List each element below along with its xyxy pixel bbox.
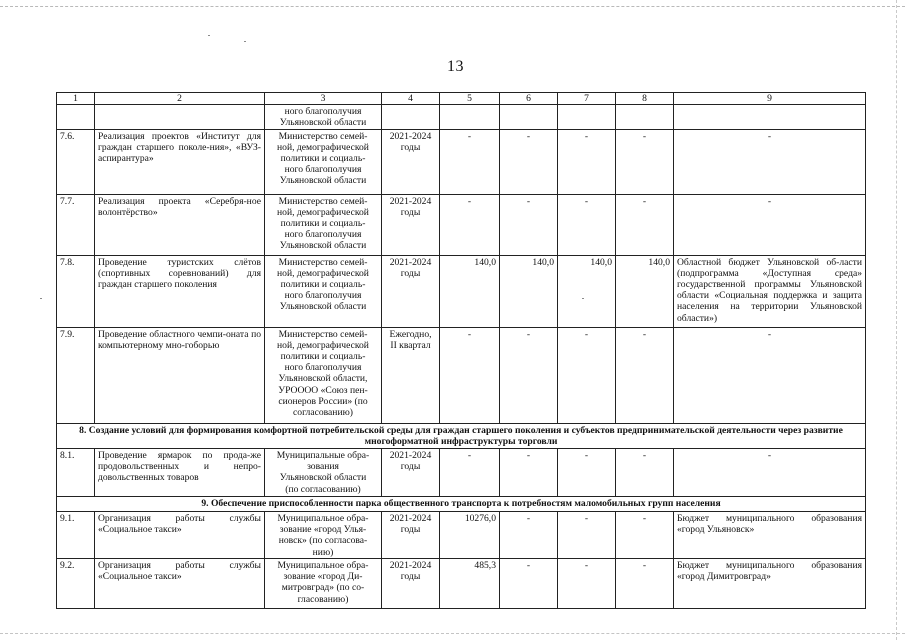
column-number: 7 (558, 93, 616, 105)
cell-empty (500, 105, 558, 129)
funding-source: - (674, 449, 866, 497)
table-row (57, 129, 866, 194)
section-heading-row (57, 497, 866, 512)
amount: 140,0 (616, 255, 674, 327)
amount: - (500, 129, 558, 194)
funding-source: Областной бюджет Ульяновской об-ласти (подпрограмма «Доступная среда» государственной программы Ульяновской области «Социальная поддержка и защита населения на территории Ульяновской области») (674, 255, 866, 327)
cell-empty (558, 105, 616, 129)
period: 2021-2024 годы (382, 449, 440, 497)
item-number: 9.1. (57, 512, 95, 559)
amount: 140,0 (440, 255, 500, 327)
cell-empty (382, 105, 440, 129)
amount: - (616, 449, 674, 497)
responsible-org: ного благополучия Ульяновской области (265, 105, 382, 129)
column-number: 8 (616, 93, 674, 105)
responsible-org: Муниципальное обра- зование «город Ди- митровград» (по со- гласованию) (265, 559, 382, 609)
amount: - (558, 327, 616, 423)
table-row (57, 327, 866, 423)
amount: - (500, 327, 558, 423)
amount: - (616, 512, 674, 559)
table-row (57, 512, 866, 559)
measures-table (56, 92, 866, 609)
funding-source: - (674, 194, 866, 255)
page-number: 13 (447, 58, 464, 75)
amount: - (440, 194, 500, 255)
cell-empty (95, 105, 265, 129)
amount: 140,0 (500, 255, 558, 327)
column-number: 5 (440, 93, 500, 105)
responsible-org: Министерство семей- ной, демографической политики и социаль- ного благополучия Ульяновской области (265, 194, 382, 255)
amount: - (558, 512, 616, 559)
amount: - (500, 512, 558, 559)
column-number: 6 (500, 93, 558, 105)
measure-title: Проведение областного чемпи-оната по компьютерному мно-гоборью (95, 327, 265, 423)
measure-title: Реализация проектов «Институт для граждан старшего поколе-ния», «ВУЗ-аспирантура» (95, 129, 265, 194)
responsible-org: Муниципальное обра- зование «город Улья- новск» (по согласова- нию) (265, 512, 382, 559)
column-number-row (57, 93, 866, 105)
column-number: 1 (57, 93, 95, 105)
amount: - (500, 194, 558, 255)
cell-empty (57, 105, 95, 129)
amount: - (616, 559, 674, 609)
amount: - (440, 449, 500, 497)
scan-edge-top (0, 6, 905, 7)
section-heading-row (57, 423, 866, 448)
amount: 10276,0 (440, 512, 500, 559)
table-row (57, 194, 866, 255)
measure-title: Организация работы службы «Социальное такси» (95, 512, 265, 559)
responsible-org: Муниципальные обра- зования Ульяновской области (по согласованию) (265, 449, 382, 497)
section-heading: 9. Обеспечение приспособленности парка общественного транспорта к потребностям маломобильных групп населения (57, 497, 866, 512)
responsible-org: Министерство семей- ной, демографической политики и социаль- ного благополучия Ульяновской области, УРОООО «Союз пен- сионеров России» (по согласованию) (265, 327, 382, 423)
column-number: 3 (265, 93, 382, 105)
period: Ежегодно, II квартал (382, 327, 440, 423)
amount: 485,3 (440, 559, 500, 609)
column-number: 9 (674, 93, 866, 105)
scan-speck (208, 35, 210, 36)
amount: - (500, 559, 558, 609)
amount: 140,0 (558, 255, 616, 327)
amount: - (558, 449, 616, 497)
period: 2021-2024 годы (382, 255, 440, 327)
scan-speck (244, 41, 246, 42)
measure-title: Реализация проекта «Серебря-ное волонтёрство» (95, 194, 265, 255)
amount: - (616, 129, 674, 194)
cell-empty (440, 105, 500, 129)
item-number: 7.8. (57, 255, 95, 327)
amount: - (440, 129, 500, 194)
scan-edge-bottom (0, 633, 905, 634)
amount: - (440, 327, 500, 423)
table-row (57, 449, 866, 497)
item-number: 9.2. (57, 559, 95, 609)
continuation-row (57, 105, 866, 129)
period: 2021-2024 годы (382, 194, 440, 255)
amount: - (558, 559, 616, 609)
measure-title: Проведение ярмарок по прода-же продовольственных и непро-довольственных товаров (95, 449, 265, 497)
responsible-org: Министерство семей- ной, демографической политики и социаль- ного благополучия Ульяновской области (265, 129, 382, 194)
table-row (57, 255, 866, 327)
period: 2021-2024 годы (382, 512, 440, 559)
item-number: 8.1. (57, 449, 95, 497)
section-heading: 8. Создание условий для формирования комфортной потребительской среды для граждан старшего поколения и субъектов предпринимательской деятельности через развитие многоформатной инфраструктуры торговли (57, 423, 866, 448)
item-number: 7.9. (57, 327, 95, 423)
measure-title: Проведение туристских слётов (спортивных соревнований) для граждан старшего поколения (95, 255, 265, 327)
period: 2021-2024 годы (382, 559, 440, 609)
item-number: 7.6. (57, 129, 95, 194)
amount: - (616, 194, 674, 255)
amount: - (500, 449, 558, 497)
period: 2021-2024 годы (382, 129, 440, 194)
column-number: 4 (382, 93, 440, 105)
funding-source: Бюджет муниципального образования «город Димитровград» (674, 559, 866, 609)
measure-title: Организация работы службы «Социальное такси» (95, 559, 265, 609)
table-row (57, 559, 866, 609)
cell-empty (616, 105, 674, 129)
funding-source: Бюджет муниципального образования «город Ульяновск» (674, 512, 866, 559)
amount: - (558, 129, 616, 194)
scan-edge-right (896, 0, 897, 640)
scan-speck (40, 298, 42, 299)
column-number: 2 (95, 93, 265, 105)
cell-empty (674, 105, 866, 129)
responsible-org: Министерство семей- ной, демографической политики и социаль- ного благополучия Ульяновской области (265, 255, 382, 327)
amount: - (558, 194, 616, 255)
amount: - (616, 327, 674, 423)
funding-source: - (674, 129, 866, 194)
item-number: 7.7. (57, 194, 95, 255)
funding-source: - (674, 327, 866, 423)
